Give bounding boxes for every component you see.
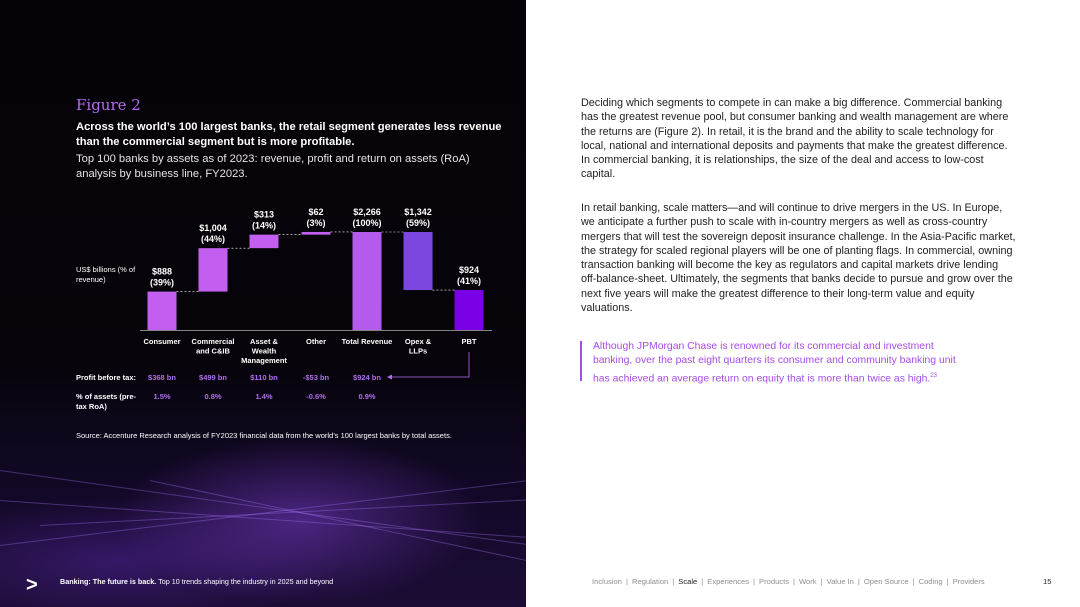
category-label: Total Revenue: [341, 337, 393, 346]
profit-value: -$53 bn: [302, 373, 330, 382]
pull-quote: [593, 340, 973, 386]
nav-separator: |: [857, 577, 860, 586]
nav-item-value-in[interactable]: Value In: [826, 577, 854, 586]
category-label: Asset &: [250, 337, 278, 346]
bar-value-label: $62: [308, 206, 324, 217]
category-label: Wealth: [251, 346, 277, 356]
assets-value: -0.6%: [306, 392, 326, 401]
pull-quote-text: Although JPMorgan Chase is renowned for its commercial and investment banking, over the past eight quarters its consumer and community banking unit has achieved an average return on equity that is more than twice as high.: [593, 341, 956, 385]
category-label: Commercial: [191, 337, 235, 346]
figure-source: Source: Accenture Research analysis of FY2023 financial data from the world’s 100 largest banks by total assets.: [76, 431, 452, 440]
page-number: 15: [1043, 577, 1052, 586]
bar-percent-label: (44%): [200, 234, 226, 245]
nav-separator: |: [820, 577, 823, 586]
figure-heading: Across the world’s 100 largest banks, the retail segment generates less revenue than the commercial segment but is more profitable.: [76, 121, 502, 148]
waterfall-bar: [455, 290, 484, 330]
bar-value-label: $313: [253, 209, 275, 220]
unit-label: US$ billions (% of revenue): [76, 265, 136, 284]
nav-item-providers[interactable]: Providers: [952, 577, 985, 586]
assets-value: 0.9%: [358, 392, 376, 401]
bar-percent-label: (39%): [149, 277, 175, 288]
bar-percent-label: (3%): [306, 217, 326, 228]
bar-value-label: $924: [458, 265, 480, 276]
category-label: Other: [305, 337, 327, 346]
waterfall-bar: [148, 292, 177, 330]
accenture-logo[interactable]: >: [26, 574, 38, 596]
nav-item-coding[interactable]: Coding: [918, 577, 943, 586]
profit-value: $110 bn: [250, 373, 278, 382]
category-label: LLPs: [408, 346, 428, 356]
report-title: [60, 577, 333, 586]
nav-separator: |: [946, 577, 949, 586]
bar-percent-label: (14%): [251, 220, 277, 231]
figure-panel: [0, 0, 526, 607]
nav-separator: |: [701, 577, 704, 586]
nav-item-scale[interactable]: Scale: [678, 577, 698, 586]
profit-value: $924 bn: [353, 373, 381, 382]
figure-label: Figure 2: [76, 96, 141, 114]
nav-item-work[interactable]: Work: [798, 577, 817, 586]
assets-row-label: % of assets (pre-tax RoA): [76, 392, 137, 411]
waterfall-bar: [404, 232, 433, 290]
bar-value-label: $1,342: [404, 207, 432, 217]
category-label: and C&IB: [196, 346, 230, 356]
bar-percent-label: (41%): [456, 276, 482, 287]
nav-item-open-source[interactable]: Open Source: [863, 577, 909, 586]
waterfall-bar: [302, 232, 331, 235]
nav-separator: |: [753, 577, 756, 586]
category-label: Consumer: [143, 337, 181, 346]
figure-subheading: Top 100 banks by assets as of 2023: revenue, profit and return on assets (RoA) analysis by business line, FY2023.: [76, 153, 470, 180]
waterfall-bar: [353, 232, 382, 330]
body-paragraph-1: Deciding which segments to compete in can make a big difference. Commercial banking has the greatest revenue pool, but consumer banking and wealth management are where the returns are (Figure 2). In retail, it is the brand and the ability to scale technology for local, national and international deposits and payments that make the greatest difference. In commercial banking, it is relationships, the size of the deal and access to low-cost capital.: [581, 97, 1009, 181]
assets-value: 0.8%: [204, 392, 222, 401]
report-title-bold: Banking: The future is back.: [60, 577, 157, 586]
body-paragraph-2: In retail banking, scale matters—and will continue to drive mergers in the US. In Europe, we anticipate a further push to scale with in-country mergers as well as cross-country mergers that will test the sovereign deposit insurance challenge. In the Asia-Pacific market, the strategy for scaled regional players will be one of planting flags. In commercial, owning transaction banking will become the key as regulators and capital markets drive lending off-balance-sheet. Ultimately, the segments that banks decide to pursue and grow over the next five years will make the greatest difference to their long-term value and equity valuations.: [581, 202, 1016, 315]
assets-value: 1.5%: [153, 392, 171, 401]
pbt-arrow: [390, 352, 469, 377]
waterfall-chart: [0, 0, 526, 607]
profit-row-label: Profit before tax:: [76, 373, 137, 382]
nav-item-experiences[interactable]: Experiences: [707, 577, 750, 586]
profit-value: $499 bn: [199, 373, 227, 382]
bar-percent-label: (100%): [352, 218, 382, 228]
nav-item-products[interactable]: Products: [759, 577, 789, 586]
pull-quote-ref[interactable]: 23: [930, 372, 938, 379]
section-nav: [592, 577, 985, 586]
waterfall-bar: [199, 248, 228, 291]
nav-item-regulation[interactable]: Regulation: [631, 577, 669, 586]
nav-separator: |: [672, 577, 675, 586]
waterfall-bar: [250, 235, 279, 249]
nav-item-inclusion[interactable]: Inclusion: [592, 577, 622, 586]
category-label: PBT: [461, 337, 477, 346]
category-label: Management: [241, 356, 287, 365]
nav-separator: |: [793, 577, 795, 586]
bar-value-label: $1,004: [199, 223, 227, 234]
profit-value: $368 bn: [148, 373, 176, 382]
bar-percent-label: (59%): [405, 218, 431, 228]
bar-value-label: $888: [151, 266, 173, 277]
quote-accent-bar: [580, 341, 582, 381]
assets-value: 1.4%: [255, 392, 273, 401]
category-label: Opex &: [404, 337, 432, 346]
bar-value-label: $2,266: [353, 207, 381, 217]
report-subtitle: Top 10 trends shaping the industry in 2025 and beyond: [158, 577, 334, 586]
nav-separator: |: [625, 577, 628, 586]
nav-separator: |: [912, 577, 915, 586]
